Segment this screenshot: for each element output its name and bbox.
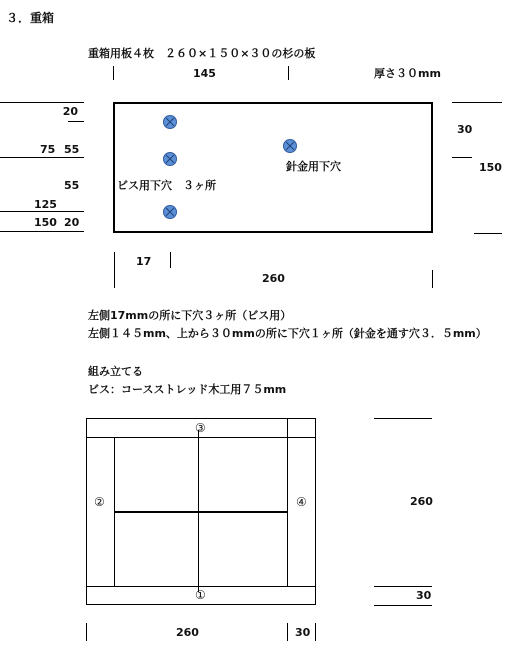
right-board-edge xyxy=(287,418,288,586)
assembly-dim-bottom-30: 30 xyxy=(295,626,311,639)
dim-left-125: 125 xyxy=(34,198,57,211)
top-board-edge xyxy=(86,437,316,438)
dim-tick xyxy=(170,252,171,268)
wire-hole-label: 針金用下穴 xyxy=(286,160,341,173)
dim-left-20: 20 xyxy=(62,105,78,118)
dim-line xyxy=(0,231,84,232)
bottom-board-edge xyxy=(86,586,316,587)
dim-line xyxy=(0,157,84,158)
assembly-dim-30: 30 xyxy=(416,589,432,602)
dim-line xyxy=(452,102,502,103)
screw-hole-icon xyxy=(163,152,177,166)
dim-left-55: 55 xyxy=(64,143,80,156)
dim-line xyxy=(68,121,84,122)
dim-line xyxy=(0,211,84,212)
note-2: 左側１４５mm、上から３０mmの所に下穴１ヶ所（針金を通す穴３．５mm） xyxy=(88,327,487,340)
dim-line xyxy=(452,157,472,158)
board-spec: 重箱用板４枚 ２６０×１５０×３０の杉の板 xyxy=(88,47,316,60)
dim-tick xyxy=(432,270,433,288)
dim-bottom-260: 260 xyxy=(262,272,285,285)
mark-3: ③ xyxy=(195,421,206,435)
dim-tick xyxy=(315,623,316,641)
assembly-dim-260: 260 xyxy=(410,495,433,508)
dim-tick xyxy=(86,623,87,641)
screw-hole-icon xyxy=(163,205,177,219)
mark-4: ④ xyxy=(296,495,307,509)
dim-tick xyxy=(114,252,115,288)
screw-hole-icon xyxy=(163,115,177,129)
dim-left-55b: 55 xyxy=(64,179,80,192)
dim-bottom-17: 17 xyxy=(136,255,152,268)
dim-145: 145 xyxy=(193,67,216,80)
mark-2: ② xyxy=(94,495,105,509)
dim-line xyxy=(374,605,432,606)
board-thickness: 厚さ３０mm xyxy=(374,67,441,80)
dim-right-150: 150 xyxy=(479,161,502,174)
note-1: 左側17mmの所に下穴３ヶ所（ビス用） xyxy=(88,309,292,322)
center-horizontal-line xyxy=(114,511,287,513)
screw-holes-label: ビス用下穴 ３ヶ所 xyxy=(117,179,216,192)
dim-tick xyxy=(288,66,289,80)
mark-1: ① xyxy=(195,588,206,602)
dim-line xyxy=(374,418,432,419)
dim-left-75: 75 xyxy=(40,143,56,156)
dim-left-150: 150 xyxy=(34,216,57,229)
assembly-dim-bottom-260: 260 xyxy=(176,626,199,639)
assembly-title: 組み立てる xyxy=(88,365,143,378)
dim-line xyxy=(374,586,432,587)
board-outline xyxy=(113,102,433,233)
wire-hole-icon xyxy=(283,139,297,153)
section-title: ３．重箱 xyxy=(6,11,55,25)
dim-tick xyxy=(287,623,288,641)
dim-line xyxy=(0,102,84,103)
dim-line xyxy=(474,233,502,234)
dim-tick xyxy=(113,66,114,80)
dim-left-20b: 20 xyxy=(64,216,80,229)
assembly-screw: ビス：コースストレッド木工用７５mm xyxy=(88,383,287,396)
dim-right-30: 30 xyxy=(457,123,473,136)
